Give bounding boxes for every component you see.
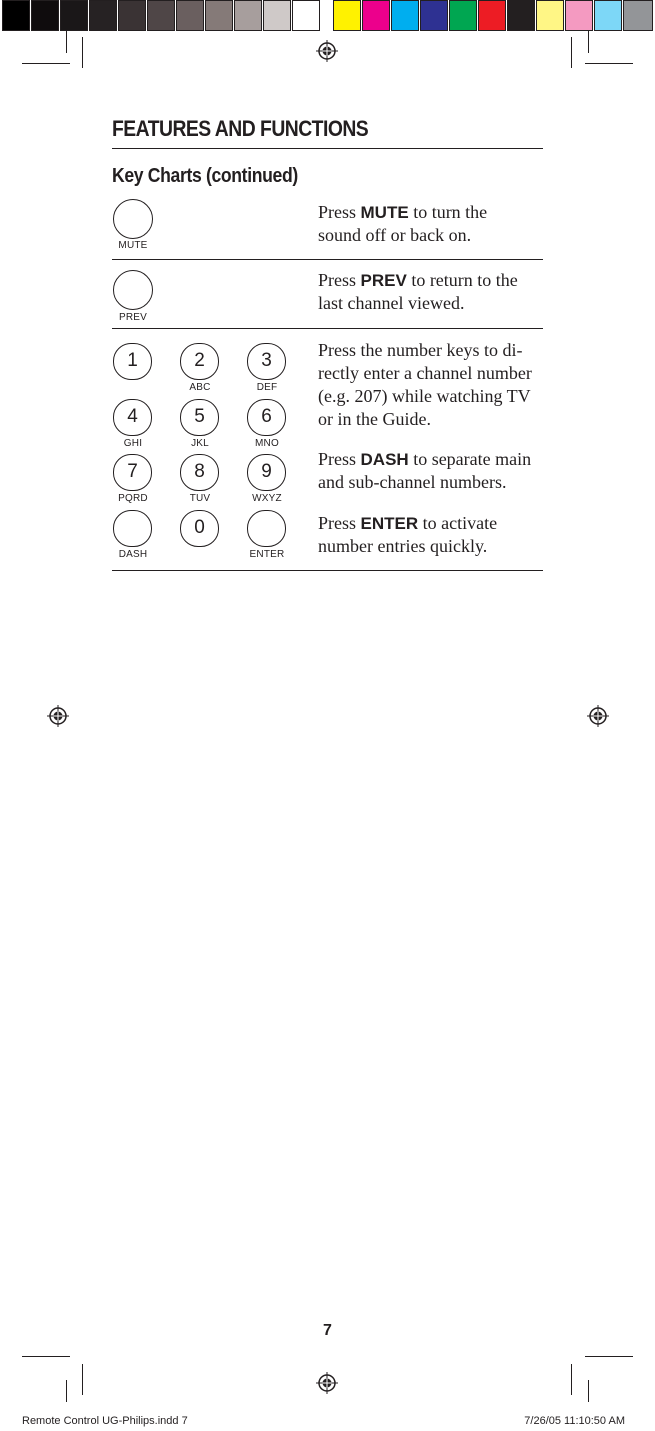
color-swatch: [118, 0, 146, 31]
key-6-icon: 6: [247, 399, 286, 436]
color-swatch: [263, 0, 291, 31]
key-8-icon: 8: [180, 454, 219, 491]
mute-description: Press MUTE to turn the sound off or back on.: [318, 202, 488, 245]
color-swatch: [565, 0, 593, 31]
mute-key-label: MUTE: [118, 240, 148, 251]
crop-mark: [82, 1364, 83, 1395]
color-swatch: [449, 0, 477, 31]
key-2-letters: ABC: [189, 382, 211, 393]
color-swatch: [478, 0, 506, 31]
enter-keyword: ENTER: [360, 514, 419, 533]
registration-mark-icon: [587, 705, 609, 727]
crop-mark: [571, 1364, 572, 1395]
crop-mark: [66, 1380, 67, 1402]
color-swatch: [205, 0, 233, 31]
divider: [112, 570, 543, 571]
key-3-letters: DEF: [256, 382, 278, 393]
enter-key-label: ENTER: [249, 549, 285, 560]
prev-key-icon: [113, 270, 153, 310]
key-4-letters: GHI: [123, 438, 143, 449]
section-title: Key Charts (continued): [112, 165, 298, 187]
enter-description: Press ENTER to activate number entries quickly.: [318, 513, 498, 556]
prev-description: Press PREV to return to the last channel viewed.: [318, 270, 518, 313]
key-4-icon: 4: [113, 399, 152, 436]
number-keys-description: Press the number keys to di- rectly enter a channel number (e.g. 207) while watching TV or in the Guide.: [318, 340, 532, 429]
crop-mark: [588, 1380, 589, 1402]
key-6-letters: MNO: [255, 438, 279, 449]
color-swatch: [333, 0, 361, 31]
color-swatch: [536, 0, 564, 31]
page-title: FEATURES AND FUNCTIONS: [112, 116, 369, 141]
color-swatch: [362, 0, 390, 31]
key-8-letters: TUV: [189, 493, 211, 504]
crop-mark: [585, 63, 633, 64]
registration-mark-icon: [316, 1372, 338, 1394]
key-0-icon: 0: [180, 510, 219, 547]
key-7-icon: 7: [113, 454, 152, 491]
dash-keyword: DASH: [360, 450, 409, 469]
color-swatch: [31, 0, 59, 31]
crop-mark: [66, 31, 67, 53]
color-swatch: [60, 0, 88, 31]
color-swatch: [507, 0, 535, 31]
crop-mark: [22, 63, 70, 64]
registration-mark-icon: [316, 40, 338, 62]
key-3-icon: 3: [247, 343, 286, 380]
color-swatch: [292, 0, 320, 31]
prev-key-label: PREV: [118, 312, 148, 323]
dash-key-icon: [113, 510, 152, 547]
key-9-icon: 9: [247, 454, 286, 491]
mute-key-icon: [113, 199, 153, 239]
slug-datetime: 7/26/05 11:10:50 AM: [524, 1415, 625, 1427]
crop-mark: [585, 1356, 633, 1357]
color-swatch: [420, 0, 448, 31]
key-1-icon: 1: [113, 343, 152, 380]
crop-mark: [588, 31, 589, 53]
key-9-letters: WXYZ: [252, 493, 282, 504]
key-7-letters: PQRD: [118, 493, 148, 504]
color-swatch: [147, 0, 175, 31]
printer-color-bar: [0, 0, 655, 31]
registration-mark-icon: [47, 705, 69, 727]
key-2-icon: 2: [180, 343, 219, 380]
dash-key-label: DASH: [118, 549, 148, 560]
crop-mark: [82, 37, 83, 68]
color-swatch: [594, 0, 622, 31]
color-swatch: [89, 0, 117, 31]
prev-keyword: PREV: [360, 271, 407, 290]
crop-mark: [571, 37, 572, 68]
slug-filename: Remote Control UG-Philips.indd 7: [22, 1415, 188, 1427]
enter-key-icon: [247, 510, 286, 547]
color-swatch: [176, 0, 204, 31]
page-number: 7: [323, 1322, 332, 1339]
key-5-letters: JKL: [191, 438, 209, 449]
mute-keyword: MUTE: [360, 203, 409, 222]
color-swatch: [234, 0, 262, 31]
divider: [112, 328, 543, 329]
divider: [112, 148, 543, 149]
dash-description: Press DASH to separate main and sub-channel numbers.: [318, 449, 532, 492]
key-5-icon: 5: [180, 399, 219, 436]
color-swatch: [391, 0, 419, 31]
color-swatch: [2, 0, 30, 31]
color-swatch: [321, 0, 331, 31]
color-swatch: [623, 0, 653, 31]
crop-mark: [22, 1356, 70, 1357]
divider: [112, 259, 543, 260]
